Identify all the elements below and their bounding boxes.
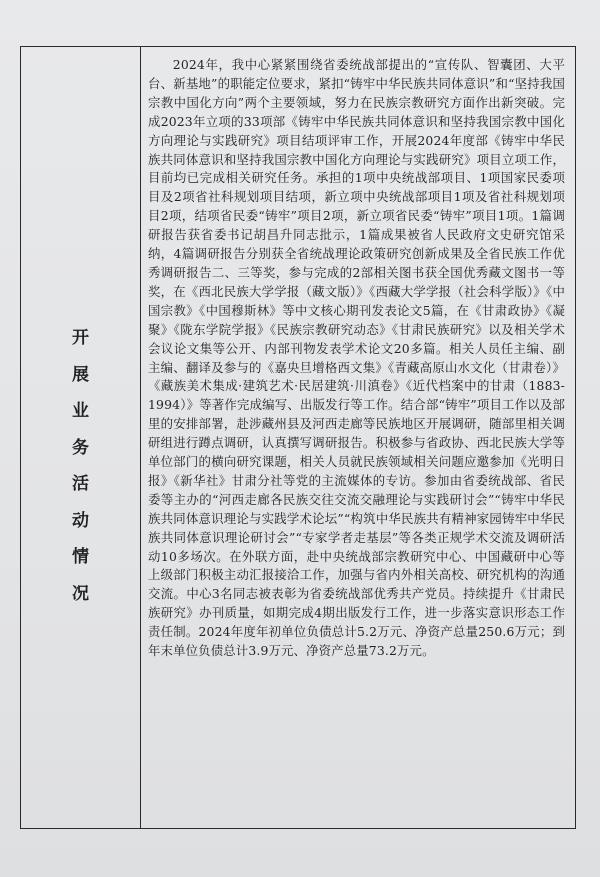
content-cell <box>141 47 575 828</box>
form-table <box>20 46 576 829</box>
label-cell <box>21 47 141 828</box>
business-activities-text: 2024年，我中心紧紧围绕省委统战部提出的“宣传队、智囊团、大平台、新基地”的职能定位要求，紧扣“铸牢中华民族共同体意识”和“坚持我国宗教中国化方向”两个主要领域，努力在民族宗教研究方面作出新突破。完成2023年立项的33项部《铸牢中华民族共同体意识和坚持我国宗教中国化方向理论与实践研究》项目结项评审工作，开展2024年度部《铸牢中华民族共同体意识和坚持我国宗教中国化方向理论与实践研究》项目立项工作，目前均已完成相关研究任务。承担的1项中央统战部项目、1项国家民委项目及2项省社科规划项目结项，新立项中央统战部项目1项及省社科规划项目2项，结项省民委“铸牢”项目2项，新立项省民委“铸牢”项目1项。1篇调研报告获省委书记胡昌升同志批示，1篇成果被省人民政府文史研究馆采纳，4篇调研报告分别获全省统战理论政策研究创新成果及全省民族工作优秀调研报告二、三等奖，参与完成的2部相关图书获全国优秀藏文图书一等奖，在《西北民族大学学报（藏文版）》《西藏大学学报（社会科学版）》《中国宗教》《中国穆斯林》等中文核心期刊发表论文5篇，在《甘肃政协》《凝聚》《陇东学院学报》《民族宗教研究动态》《甘肃民族研究》以及相关学术会议论文集等公开、内部刊物发表学术论文20多篇。相关人员任主编、副主编、翻译及参与的《嘉央旦增格西文集》《青藏高原山水文化（甘肃卷）》《藏族美术集成·建筑艺术·民居建筑·川滇卷》《近代档案中的甘肃（1883-1994）》等著作完成编写、出版发行等工作。结合部“铸牢”项目工作以及部里的安排部署，赴涉藏州县及河西走廊等民族地区开展调研，随部里相关调研组进行蹲点调研，认真撰写调研报告。积极参与省政协、西北民族大学等单位部门的横向研究课题，相关人员就民族领域相关问题应邀参加《光明日报》《新华社》甘肃分社等党的主流媒体的专访。参加由省委统战部、省民委等主办的“河西走廊各民族交往交流交融理论与实践研讨会”“铸牢中华民族共同体意识理论与实践学术论坛”“构筑中华民族共有精神家园铸牢中华民族共同体意识理论研讨会”“专家学者走基层”等各类正规学术交流及调研活动10多场次。在外联方面，赴中央统战部宗教研究中心、中国藏研中心等上级部门积极主动汇报接洽工作，加强与省内外相关高校、研究机构的沟通交流。中心3名同志被表彰为省委统战部优秀共产党员。持续提升《甘肃民族研究》办刊质量，如期完成4期出版发行工作，进一步落实意识形态工作责任制。2024年度年初单位负债总计5.2万元、净资产总量250.6万元；到年末单位负债总计3.9万元、净资产总量73.2万元。 <box>148 57 565 659</box>
section-label: 开展业务活动情况 <box>72 328 89 604</box>
